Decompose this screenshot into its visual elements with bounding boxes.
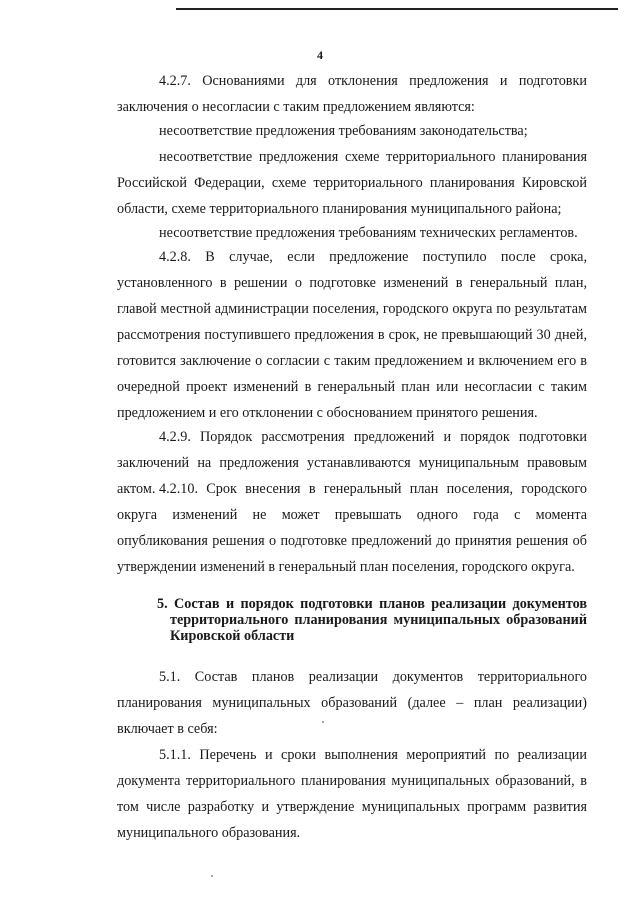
- paragraph-5-1-1: 5.1.1. Перечень и сроки выполнения мероприятий по реализации документа территориального планирования муниципальных образований, в том числе разработку и утверждение муниципальных программ развития муниципального образования.: [117, 747, 587, 841]
- scan-speck: [211, 875, 213, 877]
- header-rule: [176, 8, 618, 10]
- list-item-tech: несоответствие предложения требованиям технических регламентов.: [159, 225, 578, 241]
- list-item-scheme: несоответствие предложения схеме территориального планирования Российской Федерации, схеме территориального планирования Кировской области, схеме территориального планирования муниципального района;: [117, 149, 587, 217]
- paragraph-4-2-7: 4.2.7. Основаниями для отклонения предложения и подготовки заключения о несогласии с таким предложением являются:: [117, 73, 587, 115]
- page-number: 4: [317, 48, 323, 62]
- paragraph-4-2-9: 4.2.9. Порядок рассмотрения предложений и порядок подготовки заключений на предложения устанавливаются муниципальным правовым актом.: [117, 429, 587, 497]
- section-5-heading-line2: территориального планирования муниципальных образований: [170, 612, 587, 628]
- section-5-heading: [157, 596, 587, 644]
- section-5-heading-line3: Кировской области: [170, 628, 295, 644]
- paragraph-4-2-8: 4.2.8. В случае, если предложение поступило после срока, установленного в решении о подготовке изменений в генеральный план, главой местной администрации поселения, городского округа по результатам рассмотрения поступившего предложения в срок, не превышающий 30 дней, готовится заключение о согласии с таким предложением и включением его в очередной проект изменений в генеральный план или несогласии с таким предложением и его отклонении с обоснованием принятого решения.: [117, 249, 587, 421]
- scan-speck: [322, 721, 324, 723]
- paragraph-4-2-10: 4.2.10. Срок внесения в генеральный план поселения, городского округа изменений не может превышать одного года с момента опубликования решения о подготовке предложений до принятия решения об утверждении изменений в генеральный план поселения, городского округа.: [117, 481, 587, 575]
- list-item-law: несоответствие предложения требованиям законодательства;: [159, 123, 528, 139]
- paragraph-5-1: 5.1. Состав планов реализации документов территориального планирования муниципальных образований (далее – план реализации) включает в себя:: [117, 669, 587, 737]
- section-5-heading-line1: 5. Состав и порядок подготовки планов реализации документов: [157, 596, 587, 612]
